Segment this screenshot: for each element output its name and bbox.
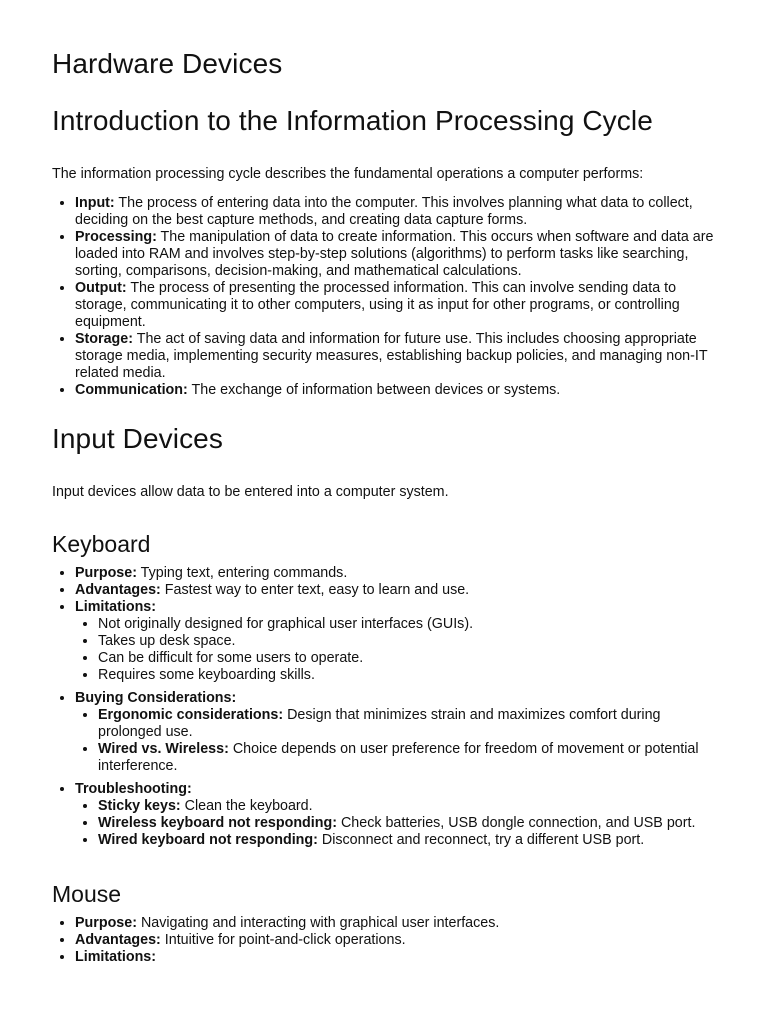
list-item: • Wired vs. Wireless: Choice depends on user preference for freedom of movement or potential interference. xyxy=(98,741,725,775)
list-item: • Sticky keys: Clean the keyboard. xyxy=(98,798,725,815)
input-devices-heading: Input Devices xyxy=(52,423,223,454)
processing-cycle-list xyxy=(52,195,725,399)
intro-heading: Introduction to the Information Processing Cycle xyxy=(52,105,653,136)
list-item: • Requires some keyboarding skills. xyxy=(98,667,725,684)
list-item: • Not originally designed for graphical user interfaces (GUIs). xyxy=(98,616,725,633)
list-item: • Advantages: Intuitive for point-and-click operations. xyxy=(75,932,725,949)
list-item: • Takes up desk space. xyxy=(98,633,725,650)
limitations-sublist xyxy=(75,616,725,684)
list-item: • Buying Considerations: • Ergonomic considerations: Design that minimizes strain and maximizes comfort during prolonged use. • Wired vs. Wireless: Choice depends on user preference for freedom of movement or potential interference. xyxy=(75,690,725,775)
list-item: • Advantages: Fastest way to enter text, easy to learn and use. xyxy=(75,582,725,599)
list-item: • Purpose: Navigating and interacting with graphical user interfaces. xyxy=(75,915,725,932)
list-item: • Processing: The manipulation of data to create information. This occurs when software and data are loaded into RAM and involves step-by-step solutions (algorithms) to perform tasks like searching, sorting, comparisons, decision-making, and mathematical calculations. xyxy=(75,229,725,280)
list-item: • Limitations: xyxy=(75,949,725,966)
mouse-heading: Mouse xyxy=(52,881,122,907)
list-item: • Output: The process of presenting the processed information. This can involve sending data to storage, communicating it to other computers, using it as input for other programs, or controlling equipment. xyxy=(75,280,725,331)
intro-paragraph: The information processing cycle describes the fundamental operations a computer performs: xyxy=(52,166,644,182)
list-item: • Wired keyboard not responding: Disconnect and reconnect, try a different USB port. xyxy=(98,832,725,849)
keyboard-list xyxy=(52,565,725,855)
buying-sublist xyxy=(75,707,725,775)
list-item: • Storage: The act of saving data and information for future use. This includes choosing appropriate storage media, implementing security measures, establishing backup policies, and managing non-IT related media. xyxy=(75,331,725,382)
list-item: • Wireless keyboard not responding: Check batteries, USB dongle connection, and USB port. xyxy=(98,815,725,832)
input-devices-paragraph: Input devices allow data to be entered into a computer system. xyxy=(52,484,449,500)
troubleshooting-sublist xyxy=(75,798,725,849)
list-item: • Input: The process of entering data into the computer. This involves planning what data to collect, deciding on the best capture methods, and creating data capture forms. xyxy=(75,195,725,229)
list-item: • Ergonomic considerations: Design that minimizes strain and maximizes comfort during prolonged use. xyxy=(98,707,725,741)
list-item: • Communication: The exchange of information between devices or systems. xyxy=(75,382,725,399)
list-item: • Limitations: • Not originally designed for graphical user interfaces (GUIs). • Takes up desk space. • Can be difficult for some users to operate. • Requires some keyboarding skills. xyxy=(75,599,725,684)
list-item: • Can be difficult for some users to operate. xyxy=(98,650,725,667)
list-item: • Purpose: Typing text, entering commands. xyxy=(75,565,725,582)
keyboard-heading: Keyboard xyxy=(52,531,151,557)
page-title: Hardware Devices xyxy=(52,48,283,79)
list-item: • Troubleshooting: • Sticky keys: Clean the keyboard. • Wireless keyboard not responding: Check batteries, USB dongle connection, and USB port. • Wired keyboard not responding: Disconnect and reconnect, try a different USB port. xyxy=(75,781,725,849)
mouse-list xyxy=(52,915,725,966)
